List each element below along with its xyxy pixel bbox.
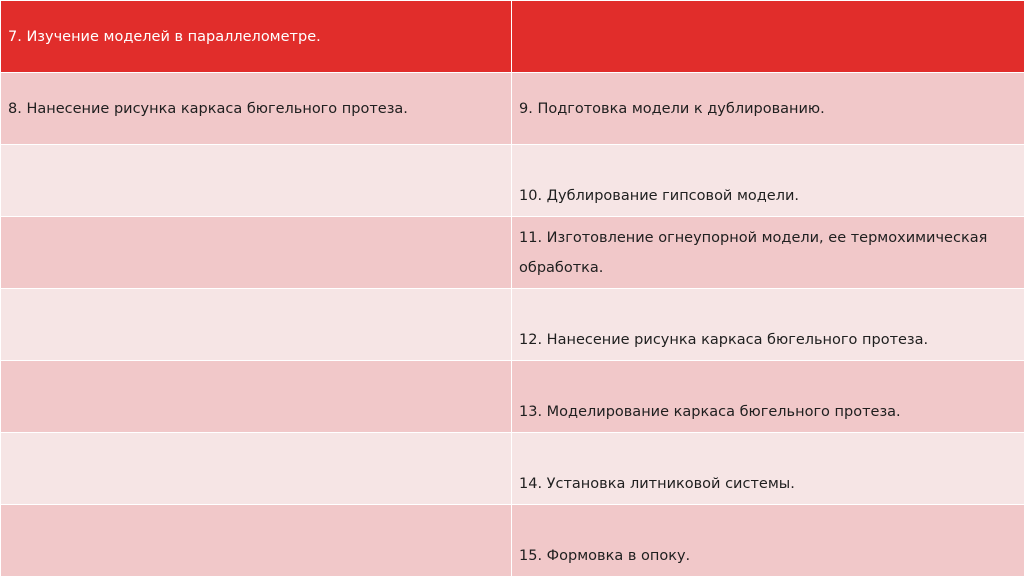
table-cell-left	[1, 433, 512, 505]
table-row	[1, 145, 1024, 217]
table-cell-left	[1, 217, 512, 289]
table-cell-left	[1, 361, 512, 433]
table-row	[1, 289, 1024, 361]
table-row	[1, 505, 1024, 576]
table-cell-right: 12. Нанесение рисунка каркаса бюгельного протеза.	[512, 289, 1024, 361]
table-cell-right: 9. Подготовка модели к дублированию.	[512, 73, 1024, 145]
table-cell-left	[1, 289, 512, 361]
table-cell-left	[1, 505, 512, 576]
table-cell-left: 8. Нанесение рисунка каркаса бюгельного протеза.	[1, 73, 512, 145]
table-cell-right: 11. Изготовление огнеупорной модели, ее термохимическая обработка.	[512, 217, 1024, 289]
table-cell-left: 7. Изучение моделей в параллелометре.	[1, 1, 512, 73]
table-cell-right: 15. Формовка в опоку.	[512, 505, 1024, 576]
table-cell-right: 10. Дублирование гипсовой модели.	[512, 145, 1024, 217]
table-cell-right: 14. Установка литниковой системы.	[512, 433, 1024, 505]
table-header-row	[1, 1, 1024, 73]
table-cell-right: 13. Моделирование каркаса бюгельного протеза.	[512, 361, 1024, 433]
table-cell-right	[512, 1, 1024, 73]
table-row	[1, 217, 1024, 289]
table-cell-left	[1, 145, 512, 217]
table-row	[1, 361, 1024, 433]
table-row	[1, 73, 1024, 145]
table-row	[1, 433, 1024, 505]
